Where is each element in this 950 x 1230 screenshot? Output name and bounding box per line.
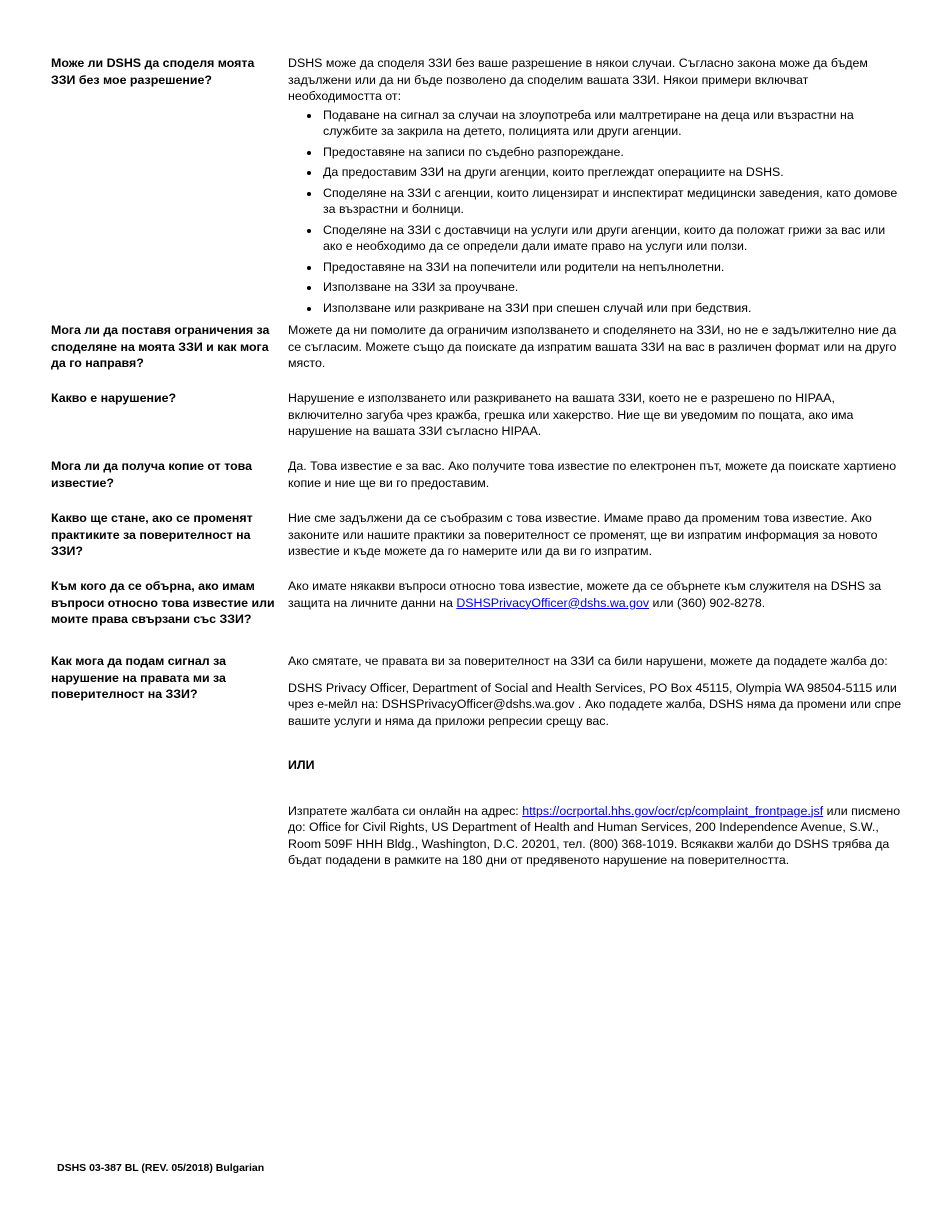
section-answer xyxy=(288,510,904,560)
section-answer-text: Нарушение е използването или разкриването на вашата ЗЗИ, което не е разрешено по HIPAA, включително загуба чрез кражба, грешка или хакерство. Ние ще ви уведомим по пощата, ако има нарушение на вашата ЗЗИ съгласно HIPAA. xyxy=(288,391,854,438)
list-item: • Предоставяне на записи по съдебно разпореждане. xyxy=(321,144,904,161)
section-question: Може ли DSHS да споделя моята ЗЗИ без мое разрешение? xyxy=(51,56,255,87)
answer-text-before: Ако имате някакви въпроси относно това известие, можете да се обърнете към служителя на DSHS за защита на личните данни на xyxy=(288,579,882,610)
section-answer xyxy=(288,322,904,372)
list-item: • Споделяне на ЗЗИ с агенции, които лицензират и инспектират медицински заведения, като домове за възрастни и болници. xyxy=(321,185,904,218)
section-question: Как мога да подам сигнал за нарушение на правата ми за поверителност на ЗЗИ? xyxy=(51,654,227,701)
section-answer xyxy=(288,390,904,440)
privacy-officer-email-link[interactable]: DSHSPrivacyOfficer@dshs.wa.gov xyxy=(456,595,650,610)
examples-list xyxy=(288,107,904,317)
section-question: Мога ли да получа копие от това известие? xyxy=(51,459,253,490)
section-answer-text: Можете да ни помолите да ограничим използването и споделянето на ЗЗИ, но не е задължително ние да се съгласим. Можете също да поискате да изпратим вашата ЗЗИ на вас в различен формат или на друго място. xyxy=(288,323,897,370)
list-item: • Използване на ЗЗИ за проучване. xyxy=(321,279,904,296)
or-label: ИЛИ xyxy=(288,758,315,772)
list-item: • Използване или разкриване на ЗЗИ при спешен случай или при бедствия. xyxy=(321,300,904,317)
form-footer: DSHS 03-387 BL (REV. 05/2018) Bulgarian xyxy=(57,1162,265,1174)
section-answer xyxy=(288,458,904,491)
list-item: • Споделяне на ЗЗИ с доставчици на услуги или други агенции, които да положат грижи за вас или ако е необходимо да се определи дали имате право на услуги или ползи. xyxy=(321,222,904,255)
list-item: • Предоставяне на ЗЗИ на попечители или родители на непълнолетни. xyxy=(321,259,904,276)
section-answer-text: Ние сме задължени да се съобразим с това известие. Имаме право да променим това известие. Ако законите или нашите практики за поверителност се променят, ще ви изпратим информация за новото известие и къде можете да го намерите или да ви го изпратим. xyxy=(288,511,878,558)
section-answer xyxy=(288,653,904,869)
section-question: Към кого да се обърна, ако имам въпроси относно това известие или моите права свързани със ЗЗИ? xyxy=(51,579,275,626)
section-answer-text: Да. Това известие е за вас. Ако получите това известие по електронен път, можете да поискате хартиено копие и ние ще ви го предоставим. xyxy=(288,459,897,490)
ocr-complaint-text xyxy=(288,803,904,869)
list-item: • Подаване на сигнал за случаи на злоупотреба или малтретиране на деца или възрастни на службите за закрила на детето, полицията или други агенции. xyxy=(321,107,904,140)
section-intro: DSHS може да споделя ЗЗИ без ваше разрешение в някои случаи. Съгласно закона може да бъдем задължени или да ни бъде позволено да споделим вашата ЗЗИ. Някои примери включват необходимостта от: xyxy=(288,56,868,103)
section-question: Какво ще стане, ако се променят практиките за поверителност на ЗЗИ? xyxy=(51,511,253,558)
answer-text-after: или (360) 902-8278. xyxy=(649,595,766,610)
section-question: Мога ли да поставя ограничения за споделяне на моята ЗЗИ и как мога да го направя? xyxy=(51,323,270,370)
section-answer xyxy=(288,55,904,320)
section-answer xyxy=(288,578,904,611)
complaint-intro: Ако смятате, че правата ви за поверителност на ЗЗИ са били нарушени, можете да подадете жалба до: xyxy=(288,654,888,668)
privacy-officer-address: DSHS Privacy Officer, Department of Social and Health Services, PO Box 45115, Olympia WA 98504-5115 или чрез е-мейл на: DSHSPrivacyOfficer@dshs.wa.gov . Ако подадете жалба, DSHS няма да промени или спре вашите услуги и няма да приложи репресии срещу вас. xyxy=(288,680,902,728)
section-answer-text xyxy=(288,578,904,611)
list-item: • Да предоставим ЗЗИ на други агенции, които преглеждат операциите на DSHS. xyxy=(321,164,904,181)
ocr-text-before: Изпратете жалбата си онлайн на адрес: xyxy=(288,803,523,818)
ocr-portal-link[interactable]: https://ocrportal.hhs.gov/ocr/cp/complaint_frontpage.jsf xyxy=(522,803,824,818)
section-question: Какво е нарушение? xyxy=(51,391,177,405)
ocr-text-after: или писмено до: Office for Civil Rights, US Department of Health and Human Services, 200 Independence Avenue, S.W., Room 509F HHH Bldg., Washington, D.C. 20201, тел. (800) 368-1019. Всякакви жалби до DSHS трябва да бъдат подадени в рамките на 180 дни от предявеното нарушение на поверителността. xyxy=(288,803,901,867)
